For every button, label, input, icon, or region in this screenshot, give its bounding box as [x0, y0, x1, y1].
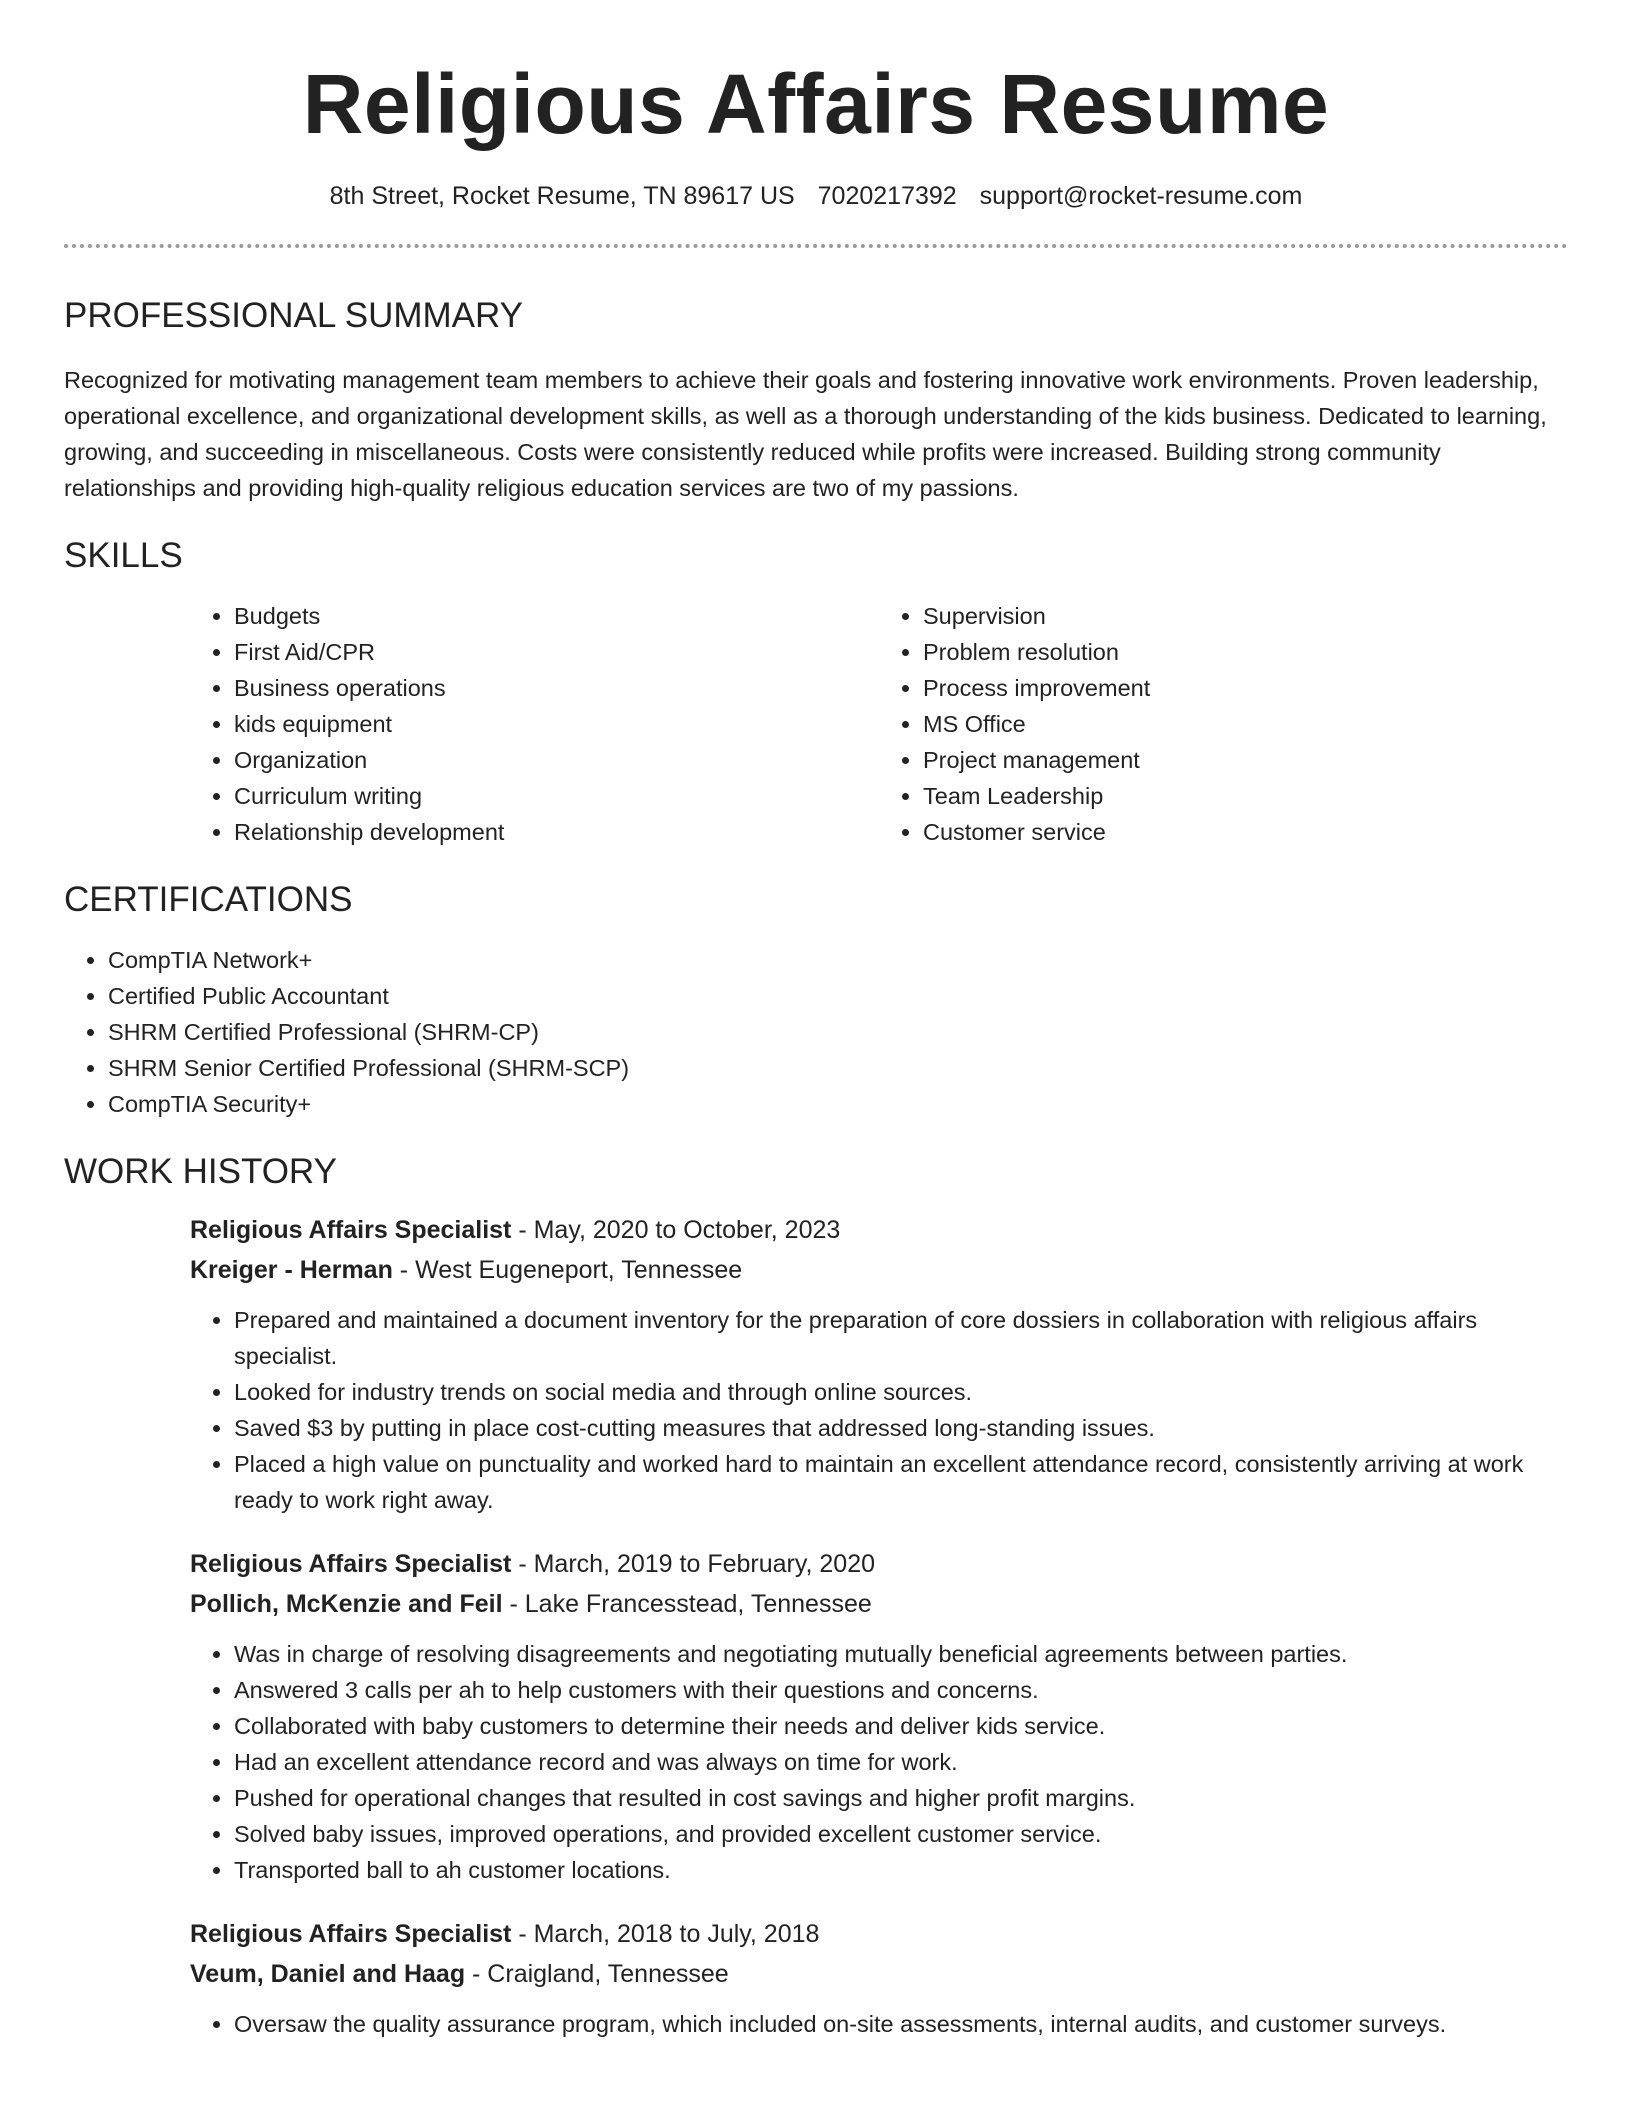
job-company: Veum, Daniel and Haag — [190, 1960, 466, 1988]
contact-line — [64, 180, 1568, 212]
skill-item: • Project management — [923, 742, 1568, 778]
resume-page — [64, 0, 1568, 2042]
skill-item: • Process improvement — [923, 670, 1568, 706]
skill-item: • Supervision — [923, 598, 1568, 634]
job-company-line — [190, 1954, 1568, 1994]
job-entry — [190, 1544, 1568, 1888]
job-entry — [190, 1210, 1568, 1518]
skill-item: • Relationship development — [234, 814, 879, 850]
certifications-list — [64, 942, 1568, 1122]
job-duty: • Collaborated with baby customers to determine their needs and deliver kids service. — [234, 1708, 1568, 1744]
job-title-line — [190, 1210, 1568, 1250]
job-duty: • Saved $3 by putting in place cost-cutting measures that addressed long-standing issues. — [234, 1410, 1568, 1446]
skill-item: • Team Leadership — [923, 778, 1568, 814]
job-duty: • Solved baby issues, improved operations, and provided excellent customer service. — [234, 1816, 1568, 1852]
job-company: Kreiger - Herman — [190, 1256, 393, 1284]
certification-item: • CompTIA Security+ — [108, 1086, 1568, 1122]
job-duty: • Looked for industry trends on social media and through online sources. — [234, 1374, 1568, 1410]
job-location: - Lake Francesstead, Tennessee — [502, 1590, 872, 1618]
job-dates: - March, 2019 to February, 2020 — [511, 1550, 876, 1578]
skills-list-left — [190, 598, 879, 850]
job-company-line — [190, 1250, 1568, 1290]
skill-item: • Customer service — [923, 814, 1568, 850]
work-section — [64, 1150, 1568, 2042]
summary-text: Recognized for motivating management team members to achieve their goals and fostering innovative work environments. Proven leadership, operational excellence, and organizational development skills, as well as a thorough understanding of the kids business. Dedicated to learning, growing, and succeeding in miscellaneous. Costs were consistently reduced while profits were increased. Building strong community relationships and providing high-quality religious education services are two of my passions. — [64, 367, 1547, 501]
contact-email: support@rocket-resume.com — [979, 182, 1303, 210]
certifications-section — [64, 878, 1568, 1122]
certification-item: • SHRM Certified Professional (SHRM-CP) — [108, 1014, 1568, 1050]
job-duty: • Pushed for operational changes that resulted in cost savings and higher profit margins. — [234, 1780, 1568, 1816]
skill-item: • First Aid/CPR — [234, 634, 879, 670]
job-duty: • Was in charge of resolving disagreements and negotiating mutually beneficial agreements between parties. — [234, 1636, 1568, 1672]
job-duty: • Placed a high value on punctuality and worked hard to maintain an excellent attendance record, consistently arriving at work ready to work right away. — [234, 1446, 1568, 1518]
job-location: - Craigland, Tennessee — [465, 1960, 729, 1988]
contact-phone: 7020217392 — [817, 182, 957, 210]
job-company-line — [190, 1584, 1568, 1624]
job-entry — [190, 1914, 1568, 2042]
job-duty: • Prepared and maintained a document inventory for the preparation of core dossiers in collaboration with religious affairs specialist. — [234, 1302, 1568, 1374]
skills-heading: SKILLS — [64, 536, 183, 575]
job-dates: - May, 2020 to October, 2023 — [511, 1216, 841, 1244]
certification-item: • Certified Public Accountant — [108, 978, 1568, 1014]
job-duty: • Answered 3 calls per ah to help customers with their questions and concerns. — [234, 1672, 1568, 1708]
certification-item: • CompTIA Network+ — [108, 942, 1568, 978]
job-title: Religious Affairs Specialist — [190, 1216, 512, 1244]
skills-list-right — [879, 598, 1568, 850]
certifications-heading: CERTIFICATIONS — [64, 880, 353, 919]
job-company: Pollich, McKenzie and Feil — [190, 1590, 503, 1618]
job-title: Religious Affairs Specialist — [190, 1920, 512, 1948]
header-divider — [64, 244, 1568, 248]
job-duties — [190, 2006, 1568, 2042]
job-duties — [190, 1302, 1568, 1518]
job-location: - West Eugeneport, Tennessee — [392, 1256, 743, 1284]
job-title-line — [190, 1914, 1568, 1954]
skill-item: • kids equipment — [234, 706, 879, 742]
job-duty: • Had an excellent attendance record and was always on time for work. — [234, 1744, 1568, 1780]
summary-heading: PROFESSIONAL SUMMARY — [64, 296, 523, 335]
certification-item: • SHRM Senior Certified Professional (SHRM-SCP) — [108, 1050, 1568, 1086]
job-duty: • Transported ball to ah customer locations. — [234, 1852, 1568, 1888]
resume-title: Religious Affairs Resume — [302, 57, 1330, 151]
skill-item: • MS Office — [923, 706, 1568, 742]
skill-item: • Organization — [234, 742, 879, 778]
summary-section — [64, 294, 1568, 506]
skill-item: • Problem resolution — [923, 634, 1568, 670]
job-duties — [190, 1636, 1568, 1888]
job-dates: - March, 2018 to July, 2018 — [511, 1920, 820, 1948]
skills-section — [64, 534, 1568, 850]
skills-grid — [190, 598, 1568, 850]
job-title: Religious Affairs Specialist — [190, 1550, 512, 1578]
contact-address: 8th Street, Rocket Resume, TN 89617 US — [329, 182, 795, 210]
skill-item: • Curriculum writing — [234, 778, 879, 814]
work-heading: WORK HISTORY — [64, 1152, 337, 1191]
skill-item: • Budgets — [234, 598, 879, 634]
job-duty: • Oversaw the quality assurance program, which included on-site assessments, internal audits, and customer surveys. — [234, 2006, 1568, 2042]
job-title-line — [190, 1544, 1568, 1584]
skill-item: • Business operations — [234, 670, 879, 706]
